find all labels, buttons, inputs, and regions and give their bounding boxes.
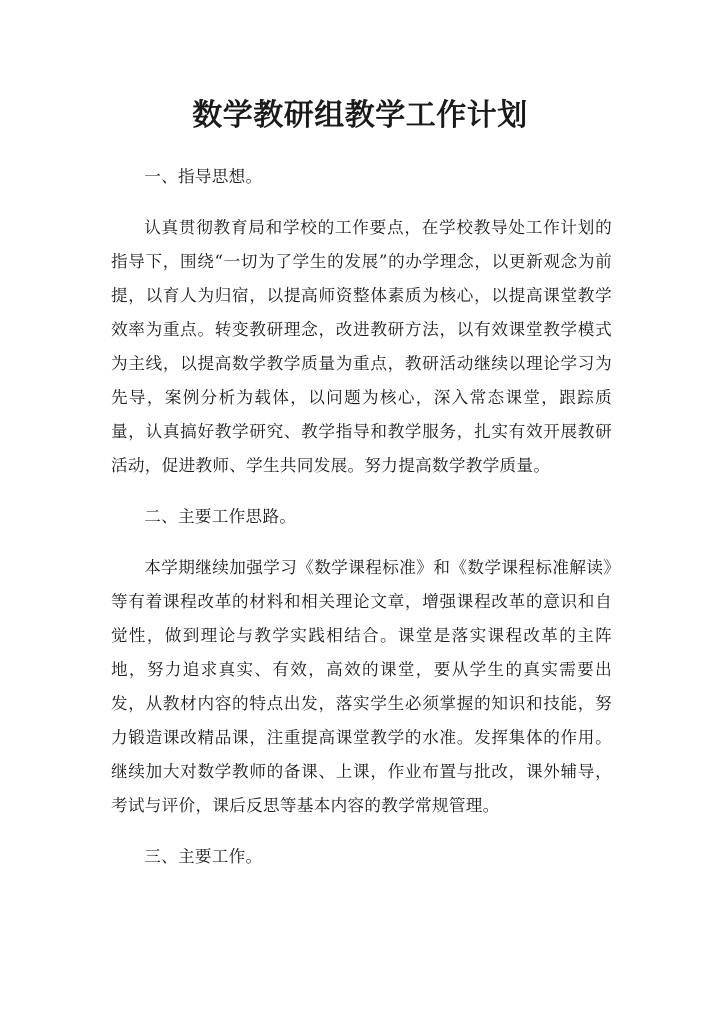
section-heading-guiding-thought: 一、指导思想。 bbox=[144, 167, 263, 186]
section-paragraph-main-work-ideas: 本学期继续加强学习《数学课程标准》和《数学课程标准解读》等有着课程改革的材料和相关理论文章，增强课程改革的意识和自觉性，做到理论与教学实践相结合。课堂是落实课程改革的主阵地，努力追求真实、有效，高效的课堂，要从学生的真实需要出发，从教材内容的特点出发，落实学生必须掌握的知识和技能，努力锻造课改精品课，注重提高课堂教学的水准。发挥集体的作用。继续加大对数学教师的备课、上课，作业布置与批改，课外辅导，考试与评价，课后反思等基本内容的教学常规管理。 bbox=[111, 558, 612, 815]
document-body bbox=[111, 160, 612, 891]
section-heading-main-work: 三、主要工作。 bbox=[144, 847, 263, 866]
section-paragraph-guiding-thought: 认真贯彻教育局和学校的工作要点，在学校教导处工作计划的指导下，围绕“一切为了学生的发展”的办学理念，以更新观念为前提，以育人为归宿，以提高师资整体素质为核心，以提高课堂教学效率为重点。转变教研理念，改进教研方法，以有效课堂教学模式为主线，以提高数学教学质量为重点，教研活动继续以理论学习为先导，案例分析为载体，以问题为核心，深入常态课堂，跟踪质量，认真搞好教学研究、教学指导和教学服务，扎实有效开展教研活动，促进教师、学生共同发展。努力提高数学教学质量。 bbox=[111, 218, 612, 475]
section-heading-main-work-ideas: 二、主要工作思路。 bbox=[144, 507, 297, 526]
document-title: 数学教研组教学工作计划 bbox=[192, 98, 528, 133]
